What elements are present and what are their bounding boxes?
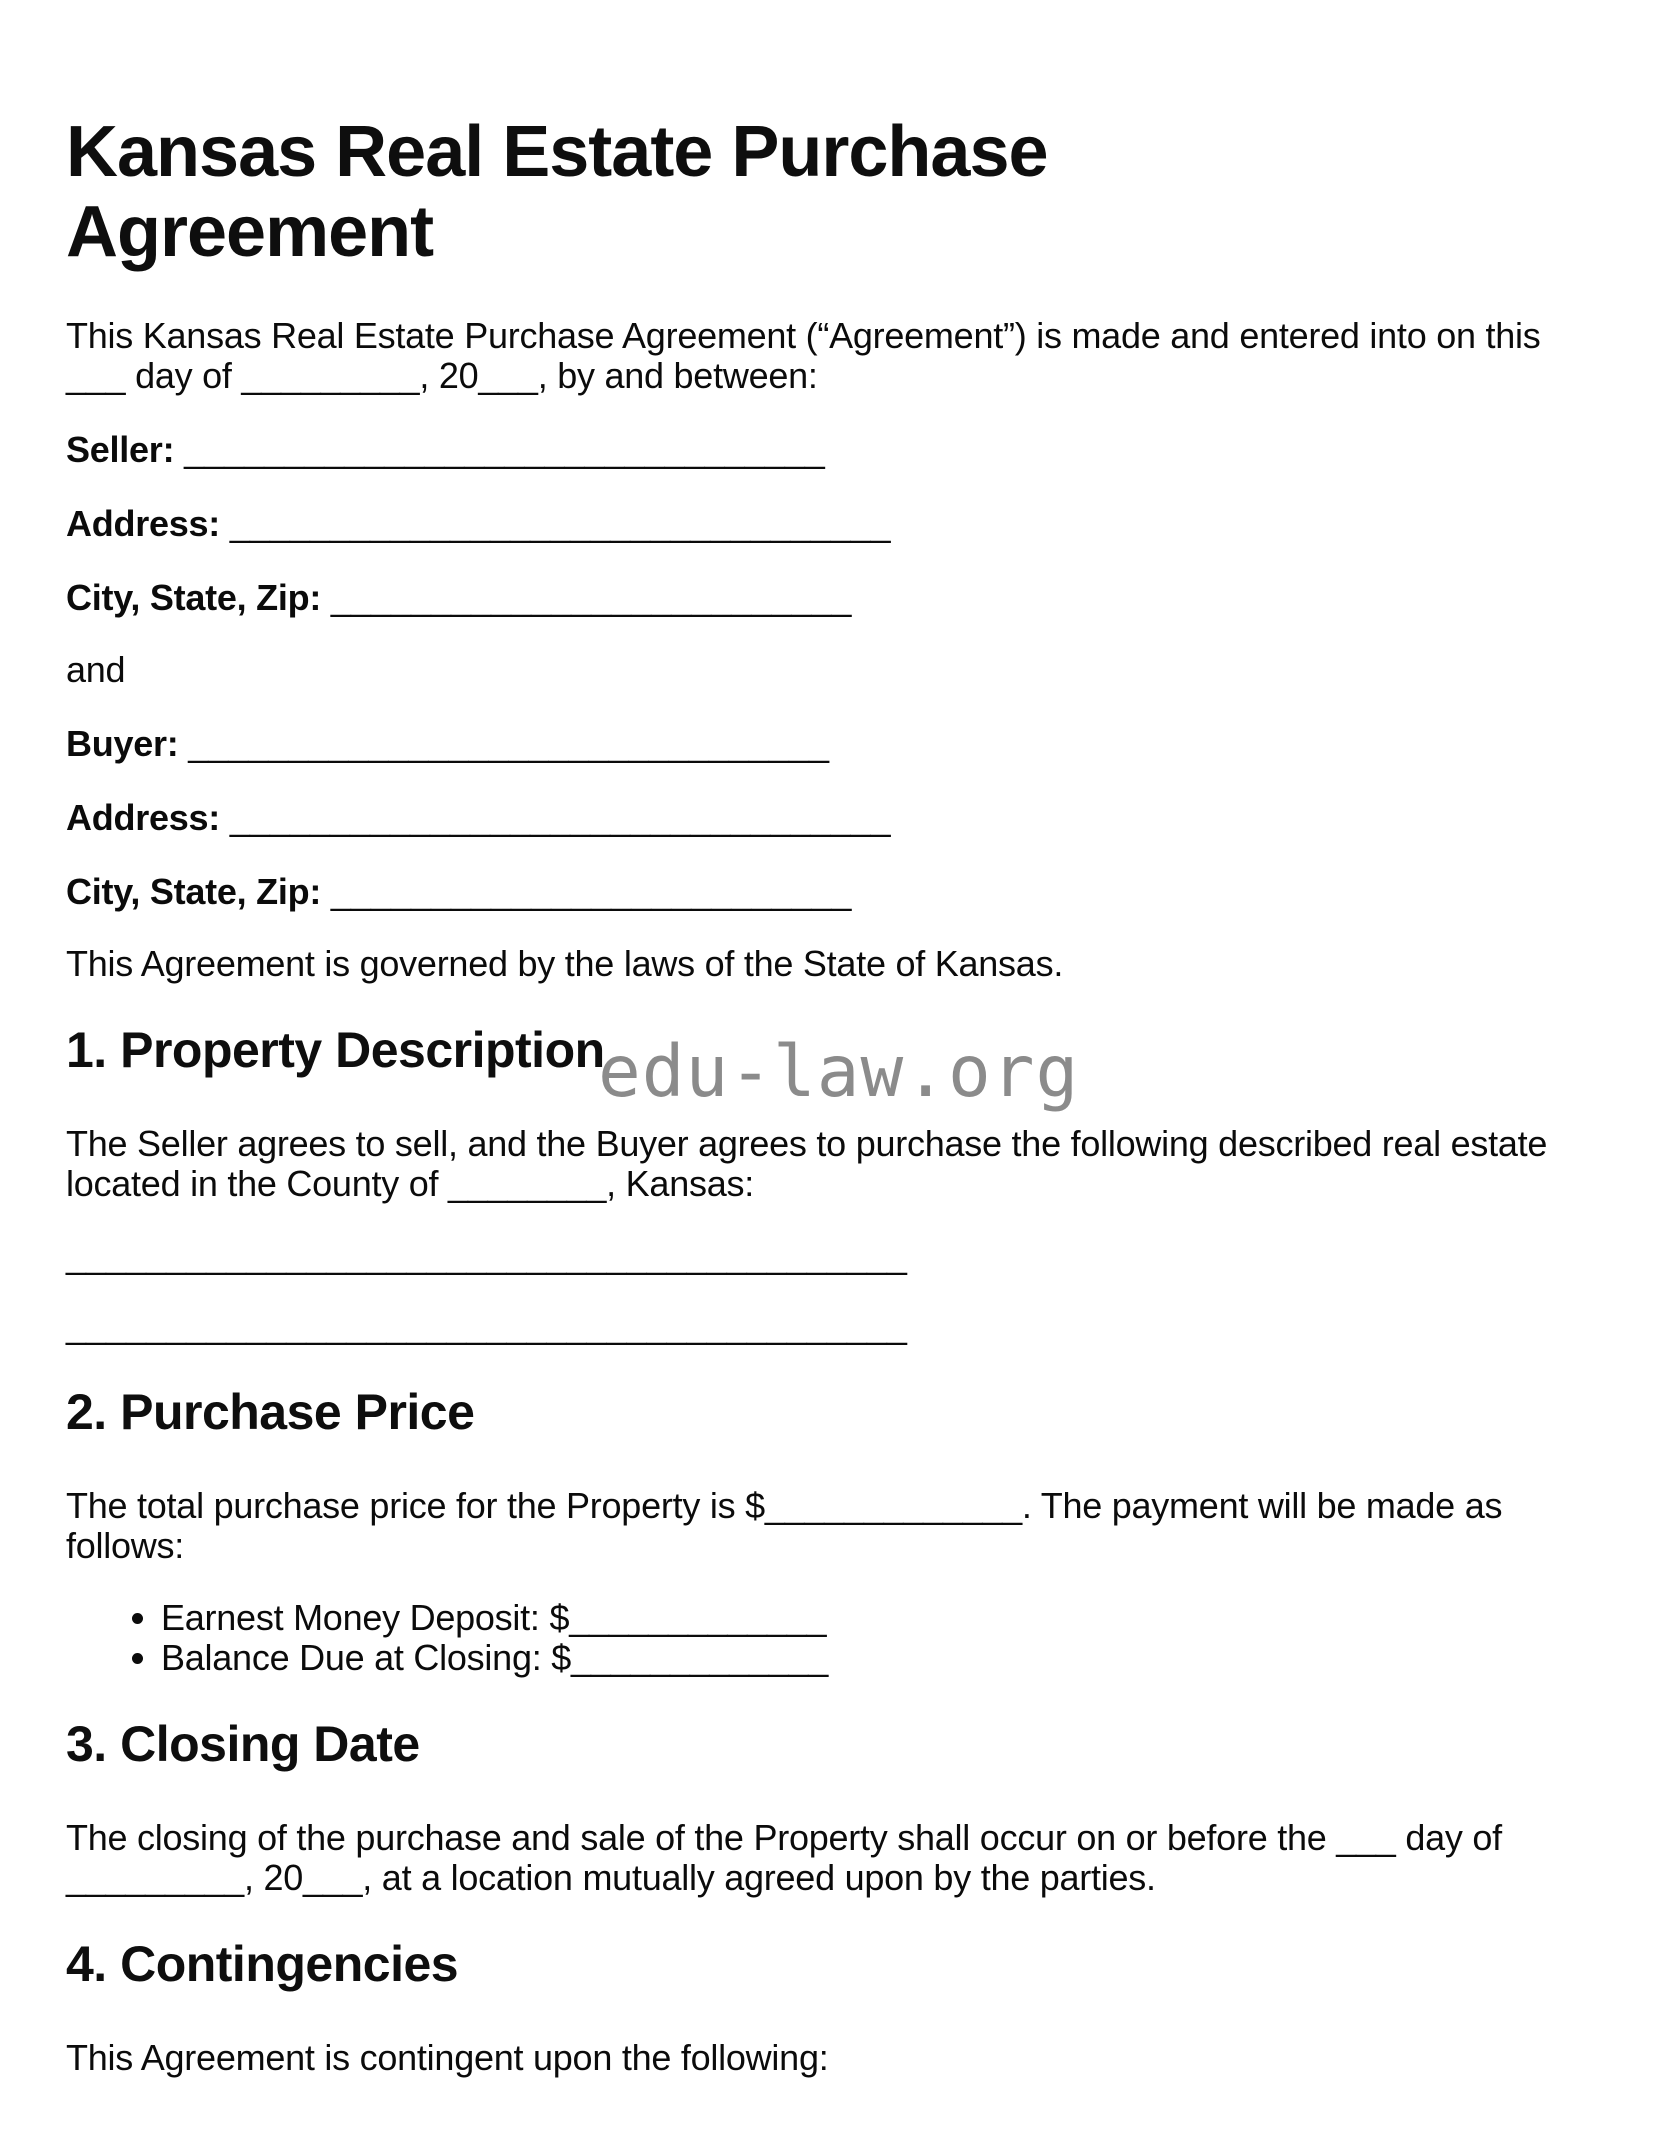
- closing-date-heading: 3. Closing Date: [66, 1716, 420, 1772]
- governing-law-paragraph: This Agreement is governed by the laws of the State of Kansas.: [66, 943, 1064, 984]
- purchase-price-heading: 2. Purchase Price: [66, 1384, 475, 1440]
- buyer-city-state-zip-label: City, State, Zip:: [66, 871, 322, 912]
- buyer-address-row: [66, 796, 1598, 840]
- purchase-price-paragraph: The total purchase price for the Property is $_____________. The payment will be made as follows:: [66, 1485, 1503, 1566]
- contingencies-heading: 4. Contingencies: [66, 1936, 459, 1992]
- buyer-address-label: Address:: [66, 797, 221, 838]
- list-item-balance-due: • Balance Due at Closing: $_____________: [161, 1638, 1598, 1678]
- seller-label: Seller:: [66, 429, 175, 470]
- buyer-city-state-zip-blank[interactable]: __________________________: [330, 871, 852, 912]
- buyer-label: Buyer:: [66, 723, 179, 764]
- closing-date-paragraph: The closing of the purchase and sale of the Property shall occur on or before the ___ day of _________, 20___, at a location mutually agreed upon by the parties.: [66, 1817, 1502, 1898]
- property-description-heading: 1. Property Description: [66, 1022, 605, 1078]
- section-closing-date: [66, 1716, 1598, 1898]
- watermark-text: edu-law.org: [598, 1030, 1080, 1113]
- document-title: Kansas Real Estate Purchase Agreement: [66, 112, 1048, 272]
- seller-address-blank[interactable]: _________________________________: [229, 503, 891, 544]
- seller-name-row: [66, 428, 1598, 472]
- section-property-description: [66, 1022, 1598, 1346]
- intro-paragraph: This Kansas Real Estate Purchase Agreement (“Agreement”) is made and entered into on this ___ day of _________, 20___, by and between:: [66, 315, 1541, 396]
- buyer-name-blank[interactable]: ________________________________: [188, 723, 829, 764]
- contingencies-paragraph: This Agreement is contingent upon the following:: [66, 2037, 829, 2078]
- section-purchase-price: [66, 1384, 1598, 1678]
- seller-address-row: [66, 502, 1598, 546]
- buyer-city-state-zip-row: [66, 870, 1598, 914]
- property-description-blank-line-1[interactable]: __________________________________________: [66, 1235, 907, 1276]
- property-description-blank-line-2[interactable]: __________________________________________: [66, 1305, 907, 1346]
- property-description-paragraph: The Seller agrees to sell, and the Buyer agrees to purchase the following described real estate located in the County of ________, Kansas:: [66, 1123, 1548, 1204]
- buyer-address-blank[interactable]: _________________________________: [229, 797, 891, 838]
- and-conjunction: and: [66, 649, 126, 690]
- seller-city-state-zip-row: [66, 576, 1598, 620]
- seller-name-blank[interactable]: ________________________________: [184, 429, 825, 470]
- section-contingencies: [66, 1936, 1598, 2078]
- seller-city-state-zip-blank[interactable]: __________________________: [330, 577, 852, 618]
- payment-breakdown-list: [66, 1598, 1598, 1678]
- seller-address-label: Address:: [66, 503, 221, 544]
- seller-city-state-zip-label: City, State, Zip:: [66, 577, 322, 618]
- buyer-name-row: [66, 722, 1598, 766]
- list-item-earnest-money: • Earnest Money Deposit: $_____________: [161, 1598, 1598, 1638]
